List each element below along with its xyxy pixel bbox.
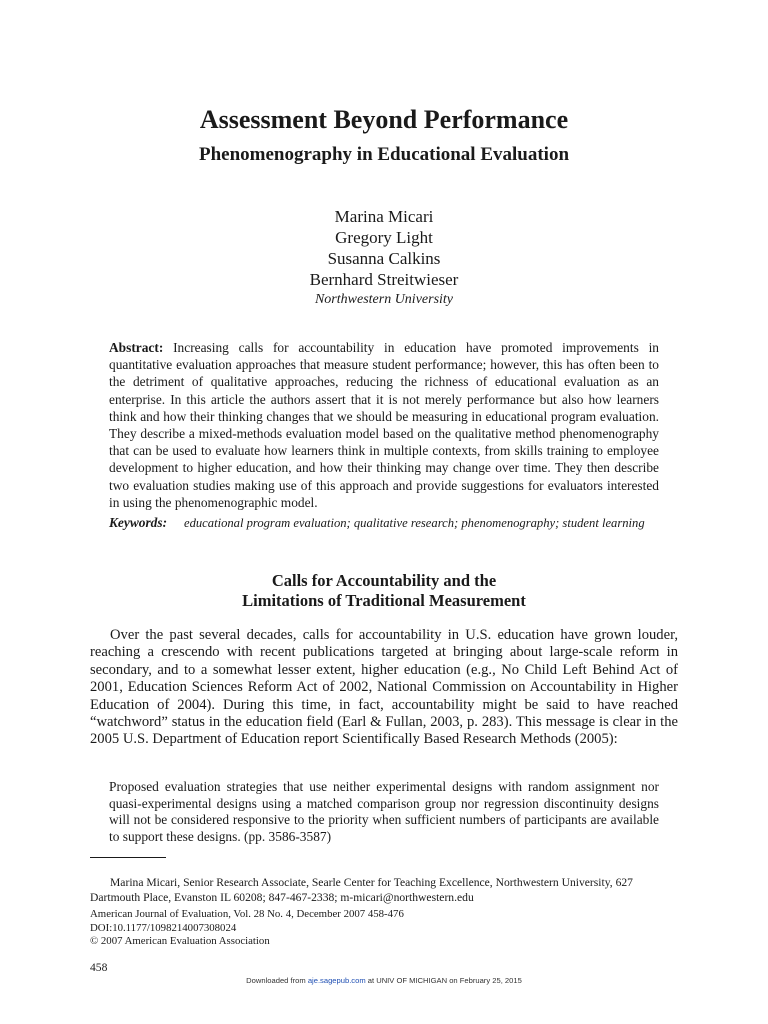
download-link[interactable]: aje.sagepub.com bbox=[307, 976, 366, 985]
abstract-text: Increasing calls for accountability in education have promoted improvements in quantitative evaluation approaches that measure student performance; however, this has often been to the detriment of qualitative approaches, reducing the richness of educational evaluation as an enterprise. In this article the authors assert that it is not merely performance but also how learners think and how their thinking changes that we should be measuring in educational program evaluation. They describe a mixed-methods evaluation model based on the qualitative method phenomenography that can be used to evaluate how learners think in multiple contexts, from skills training to employee development to higher education, and how their thinking may change over time. They then describe two evaluation studies making use of this approach and provide suggestions for evaluators interested in using the phenomenographic model. bbox=[109, 340, 659, 510]
author-affiliation: Northwestern University bbox=[314, 292, 454, 307]
abstract bbox=[109, 339, 659, 511]
keywords bbox=[109, 514, 659, 532]
download-suffix: at UNIV OF MICHIGAN on February 25, 2015 bbox=[365, 976, 522, 985]
abstract-label: Abstract: bbox=[109, 340, 164, 355]
keywords-list: educational program evaluation; qualitative research; phenomenography; student learning bbox=[184, 516, 645, 530]
article-title: Assessment Beyond Performance bbox=[199, 105, 569, 134]
keywords-label: Keywords: bbox=[109, 515, 168, 530]
journal-copyright: © 2007 American Evaluation Association bbox=[90, 935, 270, 948]
section-heading bbox=[0, 571, 768, 611]
article-subtitle: Phenomenography in Educational Evaluation bbox=[198, 144, 570, 165]
author-name: Gregory Light bbox=[335, 228, 433, 247]
body-paragraph: Over the past several decades, calls for accountability in U.S. education have grown louder, reaching a crescendo with recent publications targeted at bringing about large-scale reform in secondary, and to a somewhat lesser extent, higher education (e.g., No Child Left Behind Act of 2001, Education Sciences Reform Act of 2002, National Commission on Accountability in Higher Education of 2004). During this time, in fact, accountability might be said to have reached “watchword” status in the education field (Earl & Fullan, 2003, p. 283). This message is clear in the 2005 U.S. Department of Education report Scientifically Based Research Methods (2005): bbox=[90, 627, 678, 748]
section-heading-line: Calls for Accountability and the bbox=[271, 571, 497, 590]
page-number: 458 bbox=[90, 961, 108, 974]
author-block bbox=[0, 206, 768, 309]
section-heading-line: Limitations of Traditional Measurement bbox=[242, 591, 526, 610]
author-name: Marina Micari bbox=[334, 207, 434, 226]
download-prefix: Downloaded from bbox=[246, 976, 308, 985]
block-quote: Proposed evaluation strategies that use neither experimental designs with random assignment nor quasi-experimental designs using a matched comparison group nor regression discontinuity designs will not be considered responsive to the priority when sufficient numbers of participants are available to support these designs. (pp. 3586-3587) bbox=[109, 779, 659, 844]
author-name: Bernhard Streitwieser bbox=[309, 270, 459, 289]
journal-citation: American Journal of Evaluation, Vol. 28 No. 4, December 2007 458-476 bbox=[90, 908, 404, 920]
journal-doi: DOI:10.1177/1098214007308024 bbox=[90, 921, 237, 934]
download-notice bbox=[0, 976, 768, 986]
author-name: Susanna Calkins bbox=[327, 249, 441, 268]
author-footnote: Marina Micari, Senior Research Associate, Searle Center for Teaching Excellence, Northwestern University, 627 Dartmouth Place, Evanston IL 60208; 847-467-2338; m-micari@northwestern.edu bbox=[90, 876, 633, 904]
footnote-divider bbox=[90, 857, 166, 858]
journal-info bbox=[90, 908, 678, 949]
